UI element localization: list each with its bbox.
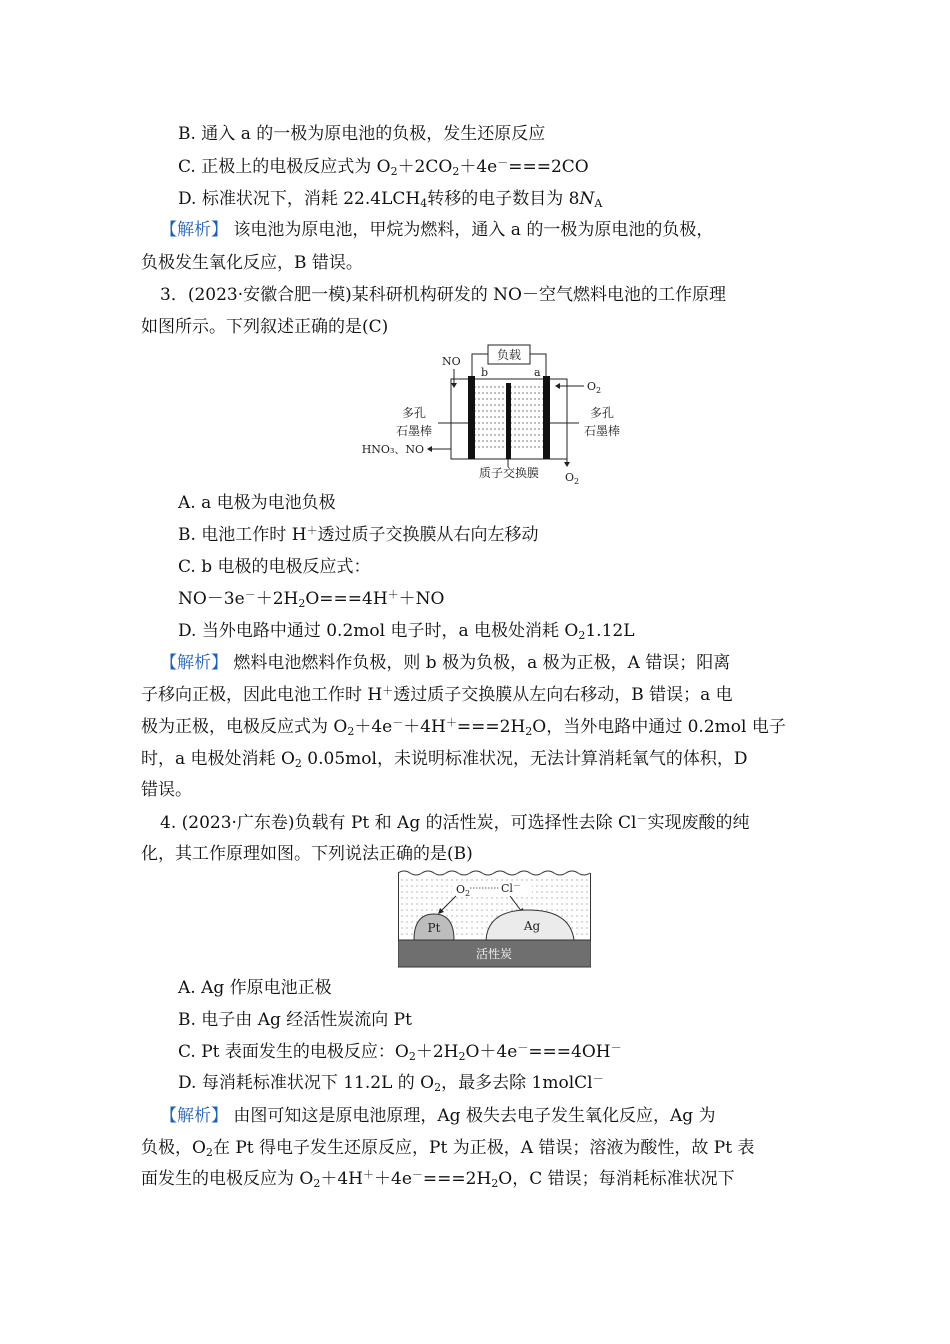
- o2-label: $O_2$: [456, 883, 471, 898]
- activated-carbon-figure: [398, 868, 591, 968]
- ag-label: Ag: [523, 919, 541, 933]
- q3-option-c: C. b 电极的电极反应式：: [178, 557, 371, 577]
- q4-stem-line-2: 化，其工作原理如图。下列说法正确的是(B): [141, 844, 473, 864]
- q2-option-b: B. 通入 a 的一极为原电池的负极，发生还原反应: [178, 124, 546, 144]
- q4-analysis-line-2: 负极，$O_2$在 Pt 得电子发生还原反应，Pt 为正极，A 错误；溶液为酸性，故 Pt 表: [141, 1138, 755, 1159]
- q3-analysis-line-5: 错误。: [141, 780, 192, 800]
- q3-stem-line-2: 如图所示。下列叙述正确的是(C): [141, 317, 389, 337]
- q3-option-c-equation: $NO-3e^-+2H_2O===4H^++NO$: [178, 588, 445, 610]
- q4-option-c: C. Pt 表面发生的电极反应：$O_2+2H_2O+4e^-===4OH^-$: [178, 1041, 622, 1063]
- pt-label: Pt: [427, 921, 441, 935]
- analysis-label: 【解析】: [160, 1106, 228, 1126]
- q3-analysis-line-2: 子移向正极，因此电池工作时 H＋透过质子交换膜从左向右移动，B 错误；a 电: [141, 684, 733, 705]
- q3-option-a: A. a 电极为电池负极: [178, 493, 336, 513]
- o2-outlet-label: $O_2$: [565, 471, 580, 485]
- q2-option-d: D. 标准状况下，消耗 $22.4LCH_4$转移的电子数目为 $8N_A$: [178, 189, 603, 210]
- electrode-a: [543, 376, 550, 459]
- q3-analysis-line-3: 极为正极，电极反应式为 $O_2+4e^-+4H^+===2H_2O$，当外电路中通过 0.2mol 电子: [141, 716, 786, 738]
- q2-analysis-line-2: 负极发生氧化反应，B 错误。: [141, 253, 363, 273]
- q4-analysis-line-3: 面发生的电极反应为 $O_2+4H^++4e^-===2H_2O$，C 错误；每消耗标准状况下: [141, 1168, 735, 1190]
- q4-option-a: A. Ag 作原电池正极: [178, 978, 332, 998]
- q3-analysis-line-4: 时，a 电极处消耗 $O_2$ 0.05mol，未说明标准状况，无法计算消耗氧气的体积，D: [141, 749, 748, 770]
- electrode-b: [468, 376, 475, 459]
- analysis-label: 【解析】: [160, 220, 228, 240]
- left-outlet-arrowhead: [427, 446, 432, 452]
- q4-stem-line-1: 4. (2023·广东卷)负载有 Pt 和 Ag 的活性炭，可选择性去除 Cl－实现废酸的纯: [160, 812, 750, 833]
- electrode-a-label: a: [534, 366, 541, 379]
- left-porous-label: 多孔: [401, 406, 427, 420]
- q2-analysis-line-1: 【解析】 该电池为原电池，甲烷为燃料，通入 a 的一极为原电池的负极，: [160, 220, 714, 240]
- q3-stem-line-1: 3．(2023·安徽合肥一模)某科研机构研发的 NO－空气燃料电池的工作原理: [160, 285, 726, 305]
- o2-inlet-label: $O_2$: [587, 380, 602, 395]
- q2-option-c: C. 正极上的电极反应式为 $O_2+2CO_2+4e^-===2CO$: [178, 156, 589, 178]
- analysis-label: 【解析】: [160, 653, 228, 673]
- proton-exchange-membrane: [506, 383, 511, 459]
- chloride-label: Cl－: [501, 881, 521, 895]
- load-label: 负载: [496, 348, 522, 362]
- left-outlet-label: HNO₃、NO: [362, 443, 424, 456]
- right-porous-label: 多孔: [589, 406, 615, 420]
- activated-carbon-label: 活性炭: [475, 947, 513, 961]
- electrode-b-label: b: [481, 366, 489, 379]
- q3-analysis-line-1: 【解析】 燃料电池燃料作负极，则 b 极为负极，a 极为正极，A 错误；阳离: [160, 653, 731, 673]
- q3-option-d: D. 当外电路中通过 0.2mol 电子时，a 电极处消耗 $O_21.12L$: [178, 621, 635, 642]
- right-graphite-label: 石墨棒: [583, 424, 621, 438]
- o2-outlet-arrowhead: [564, 462, 570, 467]
- liquid-surface: [398, 871, 590, 875]
- q3-option-b: B. 电池工作时 H＋透过质子交换膜从右向左移动: [178, 524, 539, 545]
- no-inlet-label: NO: [442, 355, 461, 368]
- q4-analysis-line-1: 【解析】 由图可知这是原电池原理，Ag 极失去电子发生氧化反应，Ag 为: [160, 1106, 716, 1126]
- q4-option-d: D. 每消耗标准状况下 11.2L 的 $O_2$，最多去除 1molCl－: [178, 1072, 604, 1094]
- no-air-fuel-cell-figure: [362, 343, 634, 485]
- q4-option-b: B. 电子由 Ag 经活性炭流向 Pt: [178, 1010, 412, 1030]
- left-graphite-label: 石墨棒: [395, 424, 433, 438]
- membrane-label: 质子交换膜: [478, 466, 540, 480]
